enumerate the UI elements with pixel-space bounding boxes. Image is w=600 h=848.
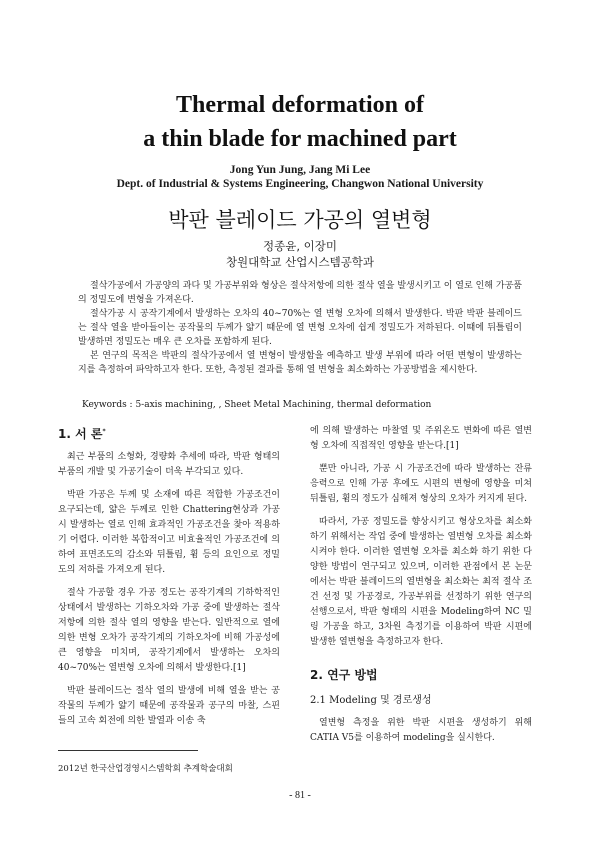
- left-column: [58, 424, 280, 737]
- title-line-1: Thermal deformation of: [176, 92, 424, 118]
- section-1-heading: [58, 424, 280, 442]
- title-ko: 박판 블레이드 가공의 열변형: [168, 208, 432, 232]
- paragraph: 따라서, 가공 정밀도를 향상시키고 형상오차를 최소화 하기 위해서는 작업 중에 발생하는 열변형 오차를 최소화시켜야 한다. 이러한 열변형 오차를 최소화 하기 위한 다양한 방법이 연구되고 있으며, 이러한 관점에서 본 논문에서는 박판 블레이드의 열변형을 최소화는 최적 절삭 조건 선정 및 가공경로, 가공부위를 선정하기 위한 연구의 선행으로서, 박판 형태의 시편을 Modeling하여 NC 밀링 가공을 하고, 3차원 측정기를 이용하여 박판 시편에 발생한 열변형을 측정하고자 한다.: [310, 517, 532, 647]
- paragraph: 박판 가공은 두께 및 소재에 따른 적합한 가공조건이 요구되는데, 얇은 두께로 인한 Chattering현상과 가공 시 발생하는 열로 인해 효과적인 가공조건을 찾아 적용하기 어렵다. 이러한 복합적이고 비효율적인 가공조건에 의하여 표면조도의 감소와 뒤틀림, 휨 등의 요인으로 정밀도의 저하를 가져오게 된다.: [58, 490, 280, 575]
- footnote-divider: [58, 750, 198, 751]
- abstract: [78, 279, 522, 377]
- page-number: - 81 -: [289, 790, 311, 801]
- footnote-mark: *: [102, 428, 106, 435]
- paragraph: 최근 부품의 소형화, 경량화 추세에 따라, 박판 형태의 부품의 개발 및 가공기술이 더욱 부각되고 있다.: [58, 452, 280, 477]
- authors-en: Jong Yun Jung, Jang Mi Lee: [229, 164, 371, 176]
- paragraph: 에 의해 발생하는 마찰열 및 주위온도 변화에 따른 열변형 오차에 직접적인 영향을 받는다.[1]: [310, 426, 532, 451]
- paragraph: 뿐만 아니라, 가공 시 가공조건에 따라 발생하는 잔류응력으로 인해 가공 후에도 시편의 변형에 영향을 미쳐 뒤틀림, 휨의 정도가 심해져 형상의 오차가 커지게 된다.: [310, 464, 532, 504]
- paragraph: 박판 블레이드는 절삭 열의 발생에 비해 열을 받는 공작물의 두께가 얇기 때문에 공작물과 공구의 마찰, 스핀들의 고속 회전에 의한 발열과 이송 축: [58, 686, 280, 726]
- abstract-paragraph: 절삭가공 시 공작기계에서 발생하는 오차의 40~70%는 열 변형 오차에 의해서 발생한다. 박판 박판 블레이드는 절삭 열을 받아들이는 공작물의 두께가 얇기 때문에 열 변형 오차에 쉽게 정밀도가 저하된다. 이때에 뒤틀림이 발생하면 정밀도는 매우 큰 오차를 포함하게 된다.: [78, 309, 522, 347]
- abstract-paragraph: 절삭가공에서 가공양의 과다 및 가공부위와 형상은 절삭저항에 의한 절삭 열을 발생시키고 이 열로 인해 가공품의 정밀도에 변형을 가져온다.: [78, 281, 522, 305]
- paragraph: 열변형 측정을 위한 박판 시편을 생성하기 위해 CATIA V5를 이용하여 modeling을 실시한다.: [310, 718, 532, 743]
- footnote: 2012년 한국산업경영시스템학회 추계학술대회: [58, 764, 233, 774]
- title-line-2: a thin blade for machined part: [143, 126, 457, 152]
- abstract-paragraph: 본 연구의 목적은 박판의 절삭가공에서 열 변형이 발생함을 예측하고 발생 부위에 따라 어떤 변형이 발생하는 지를 측정하여 파악하고자 한다. 또한, 측정된 결과를 통해 열 변형을 최소화하는 가공방법을 제시한다.: [78, 351, 522, 375]
- section-2-1-heading: 2.1 Modeling 및 경로생성: [310, 695, 432, 706]
- affiliation-ko: 창원대학교 산업시스템공학과: [225, 255, 375, 269]
- paragraph: 절삭 가공할 경우 가공 정도는 공작기계의 기하학적인 상태에서 발생하는 기하오차와 가공 중에 발생하는 절삭저항에 의한 절삭 열의 영향을 받는다. 일반적으로 열에 의한 변형 오차가 공작기계의 기하오차에 비해 가공성에 큰 영향을 미치며, 공작기계에서 발생하는 오차의 40~70%는 열변형 오차에 의해서 발생한다.[1]: [58, 588, 280, 673]
- section-1-heading-text: 1. 서 론: [58, 427, 103, 441]
- section-2-heading: 2. 연구 방법: [310, 668, 378, 682]
- keywords: Keywords : 5-axis machining, , Sheet Metal Machining, thermal deformation: [82, 400, 432, 410]
- authors-ko: 정종윤, 이장미: [263, 239, 337, 253]
- right-column: [310, 424, 532, 754]
- affiliation-en: Dept. of Industrial & Systems Engineering, Changwon National University: [116, 178, 484, 190]
